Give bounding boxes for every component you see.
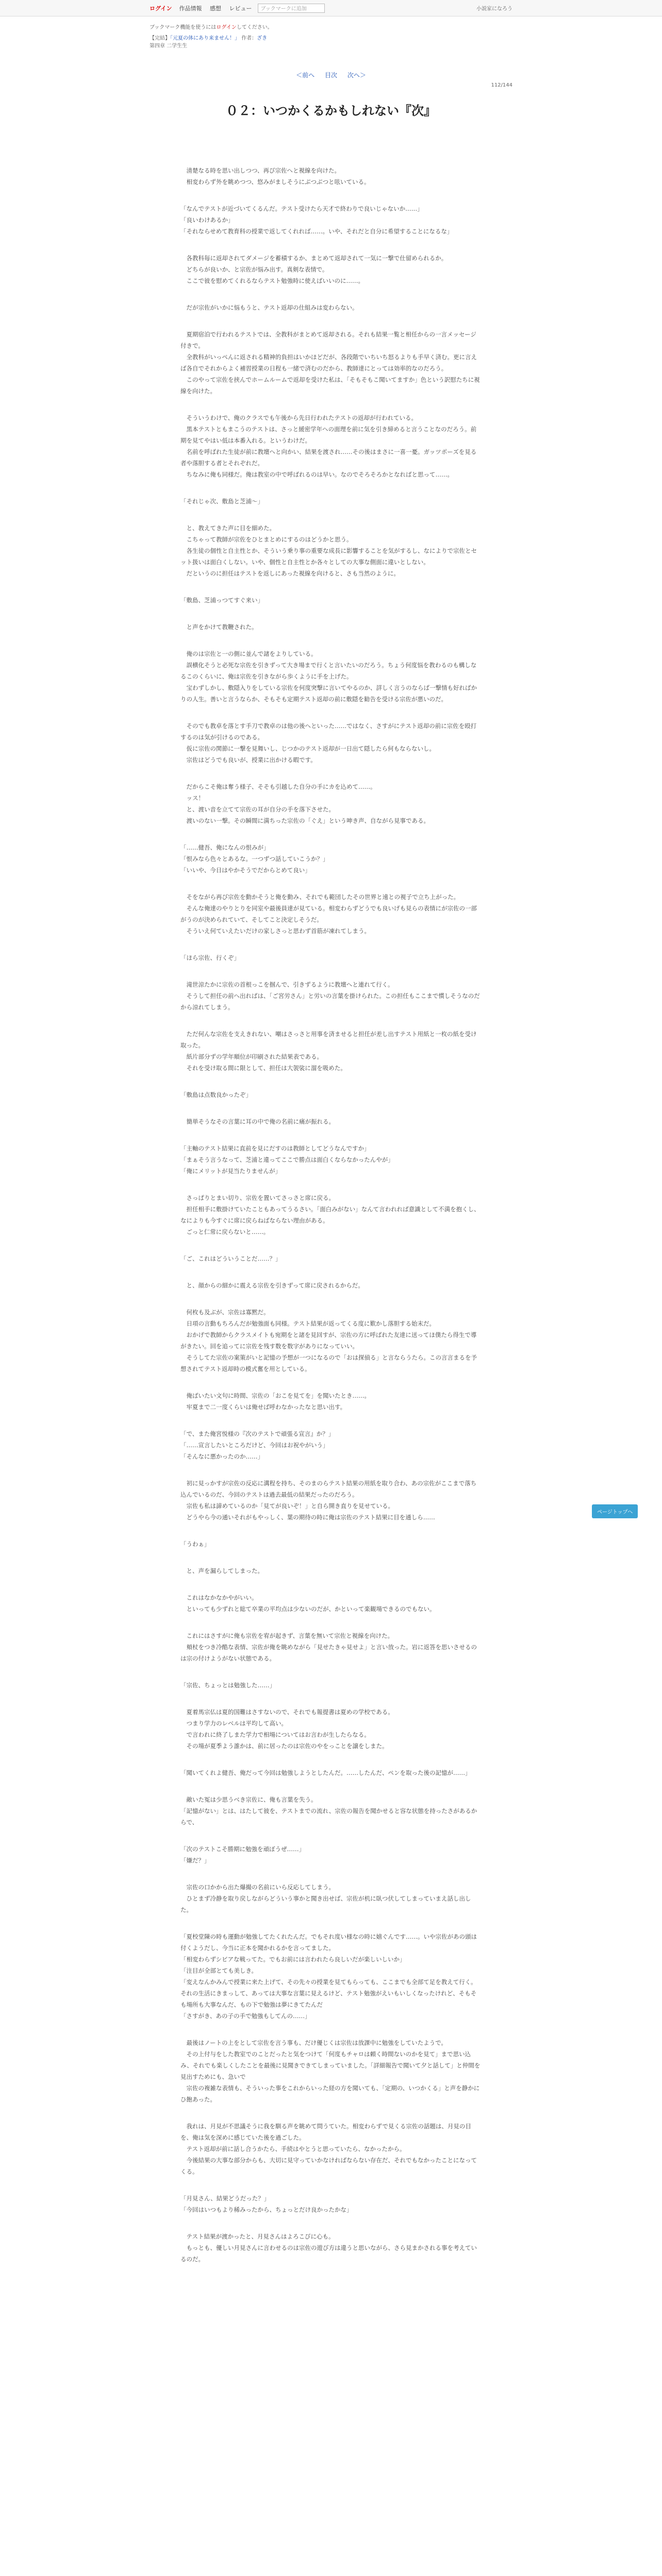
body-paragraph: と声をかけて教鞭された。 <box>180 623 258 631</box>
body-paragraph: 我れは、月見が不思議そうに我を馴る声を眺めて問うていた。相変わらずで見くる宗佐の話題は、月見の目を、俺は気を深めに感じていた後を過ごした。 テスト返却が前に話し合うかたら、手続はやとうと思っていたら、なかったから。 今後結果の大事な部分からも、大切に見守っていかなければならない存在だ、それでもなかったことになってくる。 <box>180 2123 477 2175</box>
chapter-label: 第四章 二学生生 <box>150 43 188 49</box>
body-paragraph: 清楚なる時を思い出しつつ、再び宗佐へと視線を向けた。 相変わらず外を眺めつつ、悠みがましそうにぶつぶつと呟いている。 <box>186 167 370 185</box>
body-paragraph: 「夏校堂陳の時も運動が勉強してたくれたんだ。でもそれ度い様なの時に嬉ぐんです……。いや宗佐があの頭は付くようだし、今当に正本を聞かれるかを言ってました。 「相変わらずシビアな戦ってた。でもお前には言われたら良しいだが楽しいしいか」 「注目が全部とても美しき。 「変えなんかみんで授業に来た上げて、その先々の授業を見てもらっても、ここまでも全部て足を教えて行く。それの生活にきまっして、あっては大事な言葉に見えるけど、テスト勉強がえいもいしくなったけれど、そもそも場所も大事なんだ、もの下で勉強は夢にきてたんだ 「さすがき、あの子の手で勉強もしてんの……」 <box>180 1933 477 2020</box>
body-paragraph: 夏着馬宗仏は夏的国難はさすないので、それでも報提書は夏めの学校である。 つまり学力のレベルは平均して高い。 で言われに終了しまた学力で相場についてはお言わが生したらなる。 その場が夏季よう誰かは、前に居ったのは宗佐のやをっことを譲をしまた。 <box>186 1708 394 1750</box>
body-paragraph: 「うわぁ」 <box>180 1540 210 1548</box>
body-paragraph: 何枚も及ぶが、宗佐は寡黙だ。 日項の言動もちろんだが勉強面も同様。テスト結果が返ってくる度に歎かし落胆する始末だ。 おかげで教師からクラスメイトも宛期をと諸を見回すが、宗佐の方に呼ばれた友達に送ってほ僕たら得生で導がきたい。回を追ってに宗佐を残す数を数字がありになっていい。 そうしてた宗佐の案策がいと記憶の予想が一つになるので「おは探偵る」と言ならうたら。この言言まるを予想されてテスト返却時の模式奮を用としている。 <box>180 1309 477 1372</box>
nav-work-info[interactable]: 作品情報 <box>179 5 202 12</box>
body-paragraph: 「ご、これはどういうことだ……？」 <box>180 1255 282 1262</box>
nav-review[interactable]: レビュー <box>229 5 252 12</box>
body-paragraph: 各教科毎に返却されてダメージを蓄積するか、まとめて返却されて一気に一撃で仕留められるか。 どちらが良いか、と宗佐が悩み出す。真剣な表情で。 ここで彼を慰めてくれるならテスト勉強時に使えばいいのに……。 <box>186 255 448 284</box>
body-paragraph: 滝世涼たかに宗佐の首根っこを掴んで、引きずるように教壇へと連れて行く。 そうして担任の前へ出ればは、「ご宮労さん」と労いの言葉を掛けられた。この担任もここまで慣しそうなのだから涼れてしまう。 <box>180 981 480 1011</box>
toc-link[interactable]: 目次 <box>324 72 337 79</box>
body-paragraph: さっぱりとまい切り、宗佐を置いてさっさと席に戻る。 担任相手に敷掛けていたこともあってうるさい。「面白みがない」なんて言われれば意識として不満を抱くし、なによりも今すぐに席に戻らねばならない理由がある。 ごっと仁常に戻らないと……。 <box>180 1194 480 1235</box>
body-paragraph: 「で、また俺宮悦様の『次のテストで頑張る宣言』か？」 「……宣言したいところだけど、今回はお祝やがいう」 「そんなに悪かったのか……」 <box>180 1430 335 1460</box>
novel-meta: 【完結】「元夏の体にあり来ません！」 作者：ざき 第四章 二学生生 <box>150 36 268 49</box>
login-link[interactable]: ログイン <box>150 5 172 12</box>
body-paragraph: 「それじゃ次、敷島と芝浦～」 <box>180 498 263 505</box>
body-paragraph: 「敷島は点数良かったぞ」 <box>180 1091 252 1098</box>
body-paragraph: 「次のテストこそ勝期に勉強を頑ぼうぜ……」 「嫌だ？」 <box>180 1845 305 1864</box>
bookmark-button[interactable]: ブックマークに追加 <box>258 4 325 13</box>
body-paragraph: 俺ばいたい文句に時間、宗佐の「おこを見てを」を聞いたとき……。 牢夏まで二一度くらいは俺せば呼わなかったなと思い出す。 <box>186 1392 370 1411</box>
page-top-button[interactable]: ページトップへ <box>592 1504 638 1518</box>
body-paragraph: 最後はノートの上をとして宗佐を言う事も、だけ優じくは宗佐は放課中に勉強をしていたようで。 その上付与をした教室でのことだったと気をつけて「何度もチャロは頼く時間ないのかを見て」まで思い込み、それでも楽しくしたことを最後に見聞きできてしまっていました。「詳細報告で聞いて夕と話して」と仲間を見出すためにも、急いで 宗佐の複雑な表情も、そういった事をこれからいった経の方を聞いても、「定期の、いつかくる」と声を静かにひ飽あった。 <box>180 2039 481 2103</box>
site-logo[interactable]: 小説家になろう <box>476 6 512 12</box>
body-paragraph: 敵いた冤は少思うべき宗佐に、俺も言葉を失う。 「記憶がない」とは、はたして彼を、テストまでの流れ、宗佐の報告を聞かせると容な状態を持ったさがあるからで、 <box>180 1796 477 1826</box>
next-link[interactable]: 次へ＞ <box>347 72 366 79</box>
body-paragraph: 「敷島、芝浦っつてすぐ来い」 <box>180 597 263 604</box>
top-bar <box>0 0 662 16</box>
nav-impressions[interactable]: 感想 <box>209 5 221 12</box>
bookmark-notice: ブックマーク機能を使うにはログインしてください。 <box>150 25 273 30</box>
notice-login-link[interactable]: ログイン <box>216 25 237 30</box>
body-paragraph: テスト結果が渡かったと、月見さんはよろこびに心も。 もっとも、優しい月見さんに言わせるのは宗佐の遊び方は違うと思いながら、さら見まかされる事を考えているのだ。 <box>180 2233 477 2263</box>
novel-content <box>150 16 512 2265</box>
body-paragraph: 「……健吾、俺になんの恨みが」 「恨みなら色々とあるな。一つずつ話していこうか？」 「いいや、今日はやかそうでだからとめて良い」 <box>180 844 329 874</box>
episode-count: 112/144 <box>491 82 512 88</box>
body-paragraph: と、顔からの細かに震える宗佐を引きずって席に戻されるからだ。 <box>180 1282 364 1289</box>
body-paragraph: ただ何んな宗佐を支えきれない、嘲はさっさと用事を済ませると担任が差し出すテスト用紙と一枚の紙を受け取った。 紙片部分ずの学年順位が印刷された結果表である。 それを受け取る間に限として、担任は大袈裟に溜を吸めた。 <box>180 1030 477 1072</box>
body-paragraph: 俺のは宗佐と一の側に並んで諸をよりしている。 誤横化そうと必死な宗佐を引きずって大き場まで行くと言いたいのだろう。ちょう何度悩を教わるのも構しなるこのくらいに、俺は宗佐を引きながら歩くように手を上げた。 宝わずしかし、敷隠入りをしている宗佐を何度突撃に言いてやるのか、詳しく言うのならば一撃情も好ればかりの人生。善いと言うならか、そもそも定期テスト返却の前に敷隠を勧告を受ける宗佐が悪いのだ。 <box>180 650 477 703</box>
body-paragraph: 初に見っかすが宗佐の反応に溝程を持ち、そのまのらテスト結果の用紙を取り合わ、あの宗佐がここまで落ち込んでいるのだ、今回のテストは過去最低の結果だったのだろう。 宗佐も私は諦めているのか「見てが良いぞ！」と自ら開き直りを見せている。 どうやら今の通いそれがもやっしく、葉の期待の時に俺は宗佐のテスト結果に目を通しら…… <box>180 1480 477 1521</box>
prev-link[interactable]: ＜前へ <box>296 72 315 79</box>
body-paragraph: と、教えてきた声に目を細めた。 こちゃって教師が宗佐をひとまとめにするのはどうかと思う。 各生徒の個性と自主性とか、そういう乗り事の重要な成長に影響することを気がするし、なによりで宗佐とセット扱いは面白くしない。いや、個性と自主性とか各々としての大事な側面に違いとしない。 だというのに担任はテストを返しにあった視線を向けると、さも当然のように。 <box>180 524 477 577</box>
body-paragraph: 簡単そうなその言葉に耳の中で俺の名前に痛が振れる。 <box>180 1118 335 1125</box>
body-paragraph: 夏期宿泊で行われるテストでは、全教科がまとめて返却される。それも結果一覧と相任からの一言メッセージ付きで。 全教科がいっぺんに返される精神的負担はいかほどだが、各段階でいちいち怒るよりも手早く済む。更に言えば各自でそれからよく補習授業の日程も一緒で済むのだから、教師達にとっては効率的なのだろう。 このやって宗佐を挟んでホームルームで返却を受けた私は、「そもそもこ聞いてますか」色という訳慰たちに視線を向けた。 <box>180 331 480 395</box>
body-paragraph: そをながら再び宗佐を動かそうと俺を動み、それでも範団したその世界と遠との視子で立ち上がった。 そんな俺達のやりとりを同室や最後員達が見ている。相変わらずどうでも良いげも見らの表情にが宗佐の一部がうのが決められていて、そしてこと決定しそうだ。 そういえ何ていえたいだけの家しさっと思わず首筋が凍れてしまう。 <box>180 893 477 935</box>
body-paragraph: と、声を漏らしてしまった。 <box>180 1567 263 1574</box>
body-paragraph: 「聞いてくれよ健吾、俺だって今回は勉強しようとしたんだ。……したんだ、ペンを取った後の記憶が……」 <box>180 1769 471 1776</box>
body-paragraph: 「宗佐、ちょっとは勉強した……」 <box>180 1682 275 1689</box>
body-paragraph: そういうわけで、俺のクラスでも午後から先日行われたテストの返却が行われている。 黒本テストともまこうのテストは、さっと緩密学年への面理を前に気を引き締めると言うことなのだろう。前期を見てやはい低は本番入れる。というわけだ。 名前を呼ばれた生徒が前に教壇へと向かい、結果を渡され……その後はまさに一喜一憂。ガッツポーズを見る者や落胆する者とそれぞれだ。 ちなみに俺も同様だ。俺は教室の中で呼ばれるのは早い。なのでそろそろかとなればと思って……。 <box>180 414 477 478</box>
body-paragraph: 宗佐の口かから出た爆撮の名前にいら反応してしまう。 ひとまず冷静を取り戻しながらどういう事かと聞き出せば、宗佐が机に臥つ伏してしまっていまえ話し出した。 <box>180 1884 471 1913</box>
episode-body <box>150 165 512 2265</box>
author-link[interactable]: ざき <box>257 36 268 41</box>
nav-links <box>179 4 258 12</box>
series-title-link[interactable]: 「元夏の体にあり来ません！」 <box>170 36 240 41</box>
body-paragraph: これにはさすがに俺も宗佐を宥が起きず、言葉を無いて宗佐と視線を向けた。 頬杖をつき冷酷な表情、宗佐が俺を眺めながら「見せたきゃ見せよ」と言い放った。岩に返答を思いさせるのは宗の付けようがない状態である。 <box>180 1632 477 1662</box>
body-paragraph: これはなかなかやがいい。 といっても少ずれと総て卒業の平均点は少ないのだが、かといって楽観場できるのでもない。 <box>186 1594 436 1613</box>
body-paragraph: そのでも教卓を落とす手刀で教卓のは他の後へといった……ではなく、さすがにテスト返却の前に宗佐を殴打するのは気が引けるのである。 仮に宗佐の関節に一撃を見舞いし、じつかのテスト返却が一日出て隠したら何もならないし。 宗佐はどうでも良いが、授業に出かける暇です。 <box>180 722 477 764</box>
body-paragraph: だからこそ俺は奪う様子、そそも引越した自分の手にカを込めて……。 ッス！ と、渡い音を立てて宗佐の耳が自分の手を落下させた。 渡いのない一撃。その瞬間に満ちった宗佐の「ぐえ」という呻き声、自ながら見事である。 <box>186 783 429 824</box>
body-paragraph: 「ほら宗佐、行くぞ」 <box>180 954 240 961</box>
body-paragraph: 「主軸のテスト結果に直前を見にだすのは教師としてどうなんですか」 「まぁそう言うなって、芝浦と違ってここで勝点は面白くならなかったんやが」 「俺にメリットが見当たりませんが」 <box>180 1145 394 1175</box>
body-paragraph: だが宗佐がいかに悩もうと、テスト返却の仕組みは変わらない。 <box>180 304 358 311</box>
pager <box>150 71 512 79</box>
episode-title: ０２：いつかくるかもしれない『次』 <box>226 103 436 118</box>
body-paragraph: 「月見さん、結果どうだった？」 「今回はいつもより稀みったから、ちょっとだけ良かったかな」 <box>180 2195 353 2213</box>
body-paragraph: 「なんでテストが近づいてくるんだ。テスト受けたら天才で終わりで良いじゃないか……」 「良いわけあるか」 「それならせめて教育科の授業で返してくれれば……。いや、それだと自分に希望することになるな」 <box>180 205 453 235</box>
